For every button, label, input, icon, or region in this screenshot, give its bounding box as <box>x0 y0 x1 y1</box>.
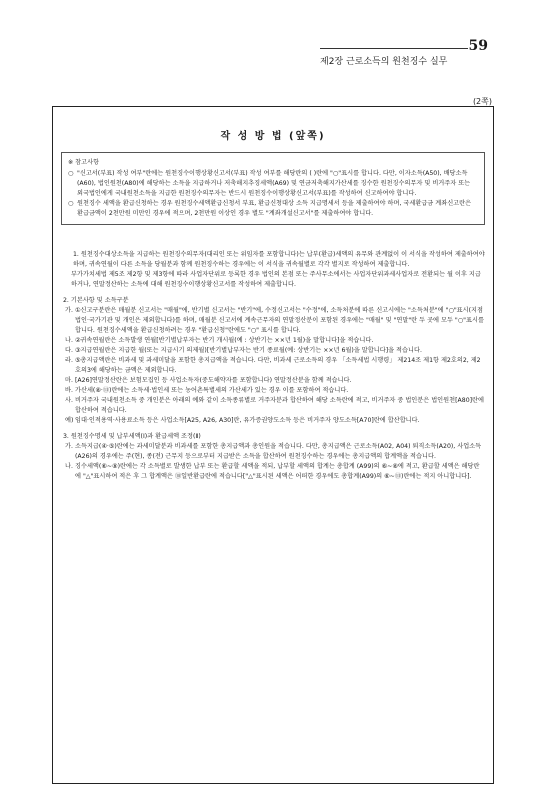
section-2-item <box>63 376 485 386</box>
item-text: 가산세(⑧·⑬)란에는 소득세·법인세 또는 농어촌특별세의 가산세가 있는 경우 이를 포함하여 적습니다. <box>75 387 349 394</box>
reference-note-box <box>61 152 485 225</box>
note-bullet: ○ <box>68 170 74 177</box>
note-item <box>68 199 478 219</box>
document-title: 작 성 방 법 (앞쪽) <box>220 131 326 142</box>
section-2-example <box>63 416 485 426</box>
section-2-item <box>63 386 485 396</box>
item-marker: 나. <box>65 463 73 470</box>
section-1-title <box>63 250 485 270</box>
note-heading: ※ 참고사항 <box>68 159 100 166</box>
page-side-mark: (2쪽) <box>472 97 492 106</box>
item-marker: 예) <box>65 417 74 424</box>
section-2-item <box>63 346 485 356</box>
item-text: 징수세액(⑥~⑧)란에는 각 소득별로 발생한 납부 또는 환급할 세액을 적되, 납부할 세액의 합계는 총합계 (A99)의 ⑥~⑧에 적고, 환급할 세액은 해당란에 "△"표시하여 적은 후 그 합계액은 ⑱일반환급란에 적습니다["△"표시된 세액은 어떠한 경우에도 총합계(A99)의 ⑥~⑬)란에는 적지 아니합니다]. <box>75 463 480 480</box>
instructions-body <box>63 250 485 488</box>
item-marker: 가. <box>65 307 73 314</box>
item-text: ⑤총지급액란은 비과세 및 과세미달을 포함한 총지급액을 적습니다. 다만, 비과세 근로소득의 경우 「소득세법 시행령」 제214조 제1항 제2호의2, 제2호의3에 해당하는 금액은 제외합니다. <box>75 357 481 374</box>
section-3-item <box>63 462 485 482</box>
form-frame <box>52 106 494 784</box>
item-marker: 나. <box>65 337 73 344</box>
section-2 <box>63 296 485 426</box>
section-2-title: 2. 기본사항 및 소득구분 <box>63 297 129 304</box>
section-3 <box>63 432 485 482</box>
item-marker: 가. <box>65 443 73 450</box>
note-text: 원천징수 세액을 환급신청하는 경우 원천징수세액환급신청서 부표, 환급신청대상 소득 지급명세서 등을 제출하여야 하며, 국세환급금 계좌신고란은 환급금액이 2천만원 미만인 경우에 적으며, 2천만원 이상인 경우 별도 "계좌개설신고서"를 제출하여야 합니다. <box>77 200 472 217</box>
item-text: 비거주자 국내원천소득 중 개인분은 아래의 예와 같이 소득종류별로 거주자분과 합산하여 해당 소득란에 적고, 비거주자 중 법인분은 법인원천[A80]란에 합산하여 적습니다. <box>75 397 484 414</box>
page-number: 59 <box>468 38 488 54</box>
section-text: 1. 원천징수대상소득을 지급하는 원천징수의무자(대리인 또는 위임자를 포함합니다)는 납부(환급)세액의 유무와 관계없이 이 서식을 작성하여 제출하여야 하며, 귀속연월이 다른 소득을 당월분과 함께 원천징수하는 경우에는 이 서식을 귀속월별로 각각 별지로 작성하여 제출합니다. <box>73 251 485 268</box>
item-text: 소득지급(④·⑤)란에는 과세미달분과 비과세를 포함한 총지급액과 총인원을 적습니다. 다만, 총지급액은 근로소득(A02, A04) 퇴직소득(A20), 사업소득(A26)의 경우에는 주(현), 종(전) 근무지 등으로부터 지급받은 소득을 합산하여 원천징수하는 경우에는 총지급액의 합계액을 적습니다. <box>75 443 482 460</box>
section-2-item <box>63 356 485 376</box>
item-marker: 마. <box>65 377 73 384</box>
section-1 <box>63 250 485 290</box>
running-header <box>320 30 492 68</box>
section-2-item <box>63 396 485 416</box>
chapter-title: 제2장 근로소득의 원천징수 실무 <box>320 57 448 67</box>
item-text: 임대·인적용역·사용료소득 등은 사업소득[A25, A26, A30]란, 유가증권양도소득 등은 비거주자 양도소득[A70]란에 합산합니다. <box>75 417 420 424</box>
section-3-title: 3. 원천징수명세 및 납부세액(Ⅰ)과 환급세액 조정(Ⅱ) <box>63 433 201 440</box>
section-2-item <box>63 336 485 346</box>
item-text: ①신고구분란은 매월분 신고서는 "매월"에, 반기별 신고서는 "반기"에, 수정신고서는 "수정"에, 소득처분에 따른 신고시에는 "소득처분"에 "○"표시(지점법인·국가기관 및 개인은 제외합니다)를 하며, 매월분 신고서에 계속근무자의 연말정산분이 포함된 경우에는 "매월" 및 "연말"란 두 곳에 모두 "○"표시를 합니다. 원천징수세액을 환급신청하려는 경우 "환급신청"란에도 "○" 표시를 합니다. <box>75 307 484 334</box>
item-marker: 바. <box>65 387 73 394</box>
section-2-item <box>63 306 485 336</box>
item-marker: 다. <box>65 347 73 354</box>
item-text: ②귀속연월란은 소득발생 연월[반기별납부자는 반기 개시월(예 : 상반기는 ××년 1월)을 말합니다]을 적습니다. <box>75 337 374 344</box>
item-text: [A26]연말정산란은 보험모집인 등 사업소득자(중도해약자를 포함합니다) 연말정산분을 함께 적습니다. <box>75 377 352 384</box>
note-text: "신고서(부표) 작성 여부"란에는 원천징수이행상황신고서(부표) 작성 여부를 해당란의 ( )란에 "○"표시를 합니다. 다만, 이자소득(A50), 배당소득(A60), 법인원천(A80)에 해당하는 소득을 지급하거나 저축해지추징세액(A69) 및 연금저축해지가산세를 징수한 원천징수의무자 및 비거주자 또는 외국법인에게 국내원천소득을 지급한 원천징수의무자는 반드시 원천징수이행상황신고서(부표)를 작성하여 신고하여야 합니다. <box>77 170 471 197</box>
item-marker: 사. <box>65 397 73 404</box>
note-bullet: ○ <box>68 200 74 207</box>
item-marker: 라. <box>65 357 73 364</box>
header-rule <box>320 48 468 49</box>
section-1-extra: 부가가치세법 제5조 제2항 및 제3항에 따라 사업자단위로 등록한 경우 법인의 본점 또는 주사무소에서는 사업자단위과세사업자로 전환되는 월 이후 지급하거나, 연말정산하는 소득에 대해 원천징수이행상황신고서를 작성하여 제출합니다. <box>71 271 481 288</box>
item-text: ③지급연월란은 지급한 월(또는 지급시기 의제월)[반기별납부자는 반기 종료월(예: 상반기는 ××년 6월)을 말합니다]을 적습니다. <box>75 347 422 354</box>
section-3-item <box>63 442 485 462</box>
note-item <box>68 169 478 199</box>
